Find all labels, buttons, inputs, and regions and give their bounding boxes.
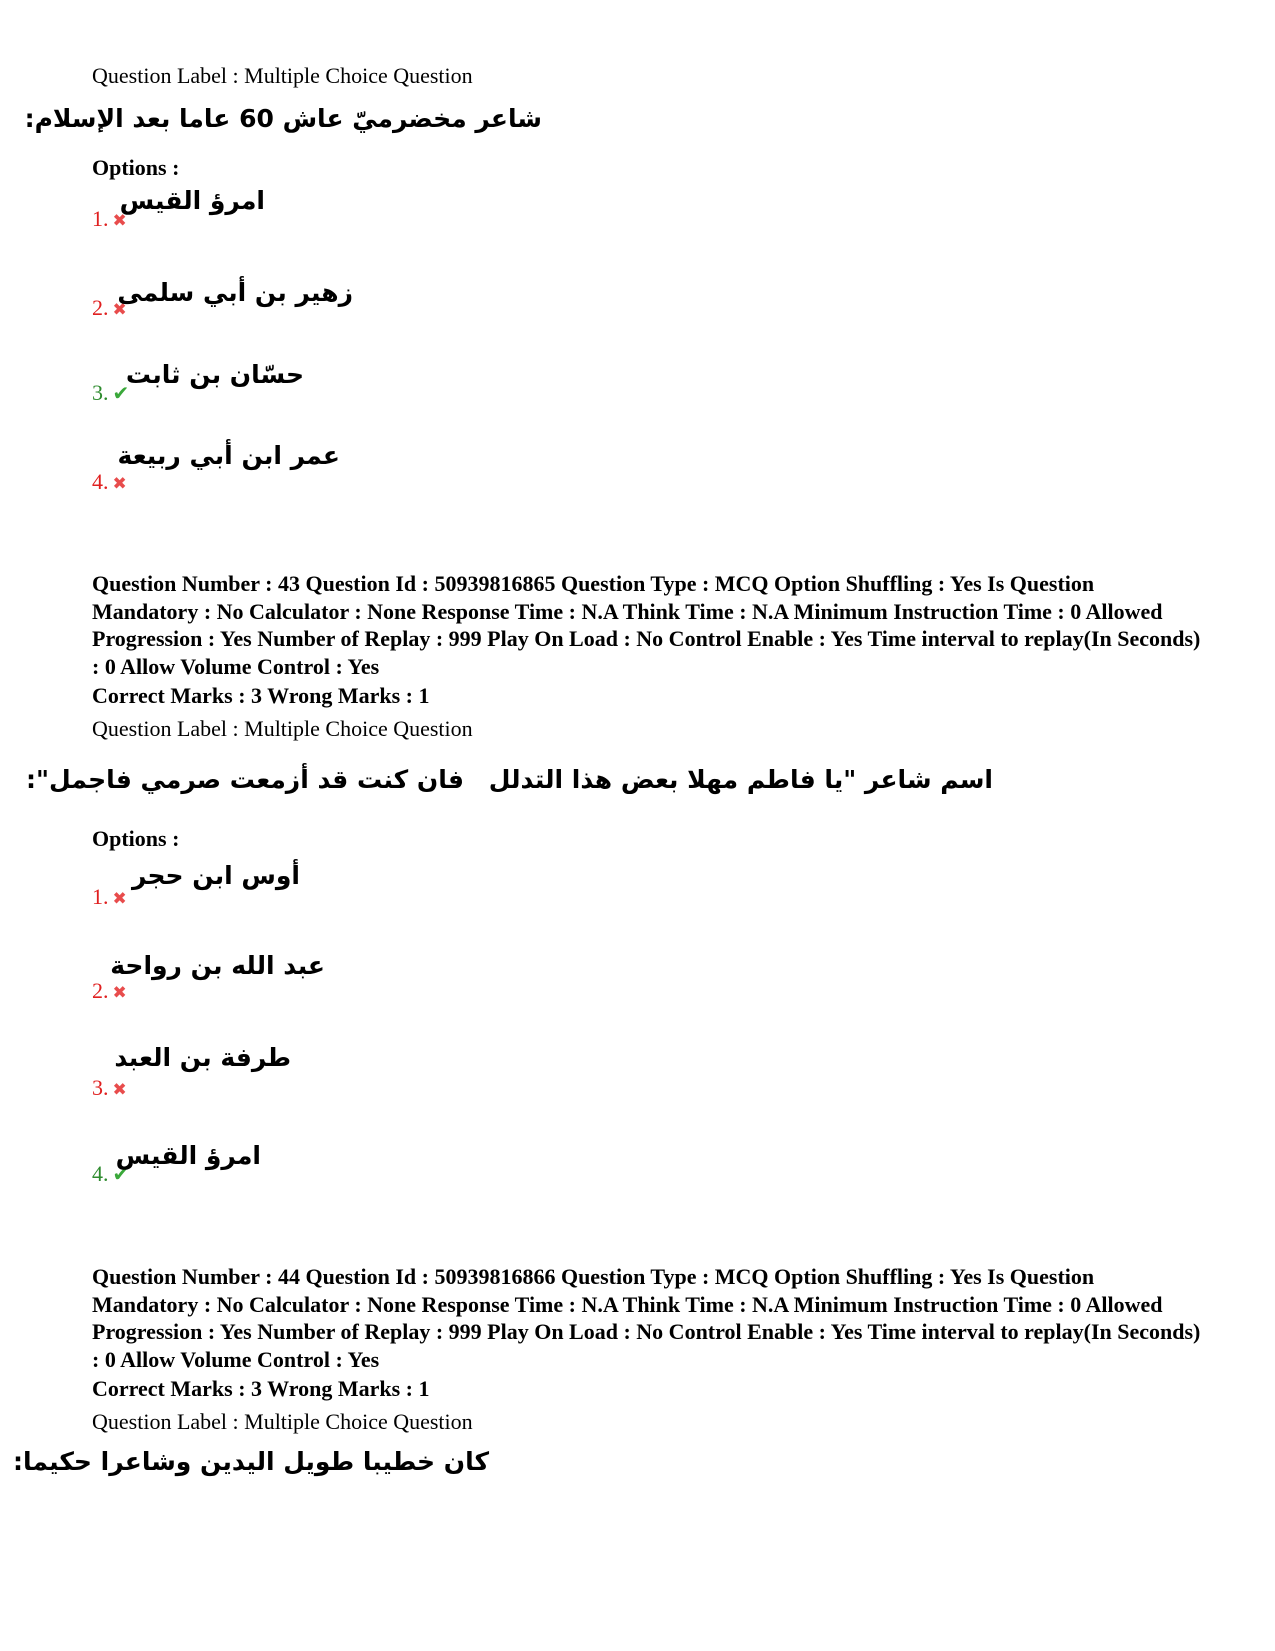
option-number: 3. <box>92 380 109 405</box>
option-number: 4. <box>92 469 109 494</box>
question-text: كان خطيبا طويل اليدين وشاعرا حكيما: <box>13 1447 489 1476</box>
option-3 <box>92 380 129 406</box>
option-3 <box>92 1075 127 1101</box>
option-text: زهير بن أبي سلمى <box>117 278 353 307</box>
correct-check-icon: ✔ <box>112 381 130 405</box>
option-number: 2. <box>92 978 109 1003</box>
wrong-mark-icon: ✖ <box>112 889 127 909</box>
option-text: طرفة بن العبد <box>114 1043 291 1072</box>
option-text: امرؤ القيس <box>119 186 265 215</box>
question-label: Question Label : Multiple Choice Question <box>92 1409 473 1434</box>
marks-info: Correct Marks : 3 Wrong Marks : 1 <box>92 1376 430 1401</box>
option-2 <box>92 978 127 1004</box>
option-number: 4. <box>92 1161 109 1186</box>
wrong-mark-icon: ✖ <box>112 1080 127 1100</box>
wrong-mark-icon: ✖ <box>112 983 127 1003</box>
option-text: حسّان بن ثابت <box>125 360 304 389</box>
option-number: 2. <box>92 295 109 320</box>
option-number: 3. <box>92 1075 109 1100</box>
option-text: عمر ابن أبي ربيعة <box>117 441 340 470</box>
question-text: شاعر مخضرميّ عاش 60 عاما بعد الإسلام: <box>24 104 542 133</box>
question-label: Question Label : Multiple Choice Question <box>92 716 473 741</box>
option-number: 1. <box>92 884 109 909</box>
wrong-mark-icon: ✖ <box>112 211 127 231</box>
option-text: عبد الله بن رواحة <box>110 951 325 980</box>
question-metadata: Question Number : 43 Question Id : 50939816865 Question Type : MCQ Option Shuffling : Yes Is Question Mandatory : No Calculator : None Response Time : N.A Think Time : N.A Minimum Instruction Time : 0 Allowed Progression : Yes Number of Replay : 999 Play On Load : No Control Enable : Yes Time interval to replay(In Seconds) : 0 Allow Volume Control : Yes <box>92 571 1201 679</box>
wrong-mark-icon: ✖ <box>112 474 127 494</box>
option-1 <box>92 884 127 910</box>
correct-check-icon: ✔ <box>112 1162 130 1186</box>
question-text-part2: فان كنت قد أزمعت صرمي فاجمل": <box>25 765 464 794</box>
wrong-mark-icon: ✖ <box>112 300 127 320</box>
marks-info: Correct Marks : 3 Wrong Marks : 1 <box>92 683 430 708</box>
option-number: 1. <box>92 206 109 231</box>
option-text: أوس ابن حجر <box>131 861 300 890</box>
question-text-part1: اسم شاعر "يا فاطم مهلا بعض هذا التدلل <box>488 765 993 794</box>
options-heading: Options : <box>92 155 180 180</box>
options-heading: Options : <box>92 826 180 851</box>
question-label: Question Label : Multiple Choice Question <box>92 63 473 88</box>
option-4 <box>92 469 127 495</box>
option-text: امرؤ القيس <box>115 1141 261 1170</box>
question-metadata: Question Number : 44 Question Id : 50939816866 Question Type : MCQ Option Shuffling : Yes Is Question Mandatory : No Calculator : None Response Time : N.A Think Time : N.A Minimum Instruction Time : 0 Allowed Progression : Yes Number of Replay : 999 Play On Load : No Control Enable : Yes Time interval to replay(In Seconds) : 0 Allow Volume Control : Yes <box>92 1264 1201 1372</box>
